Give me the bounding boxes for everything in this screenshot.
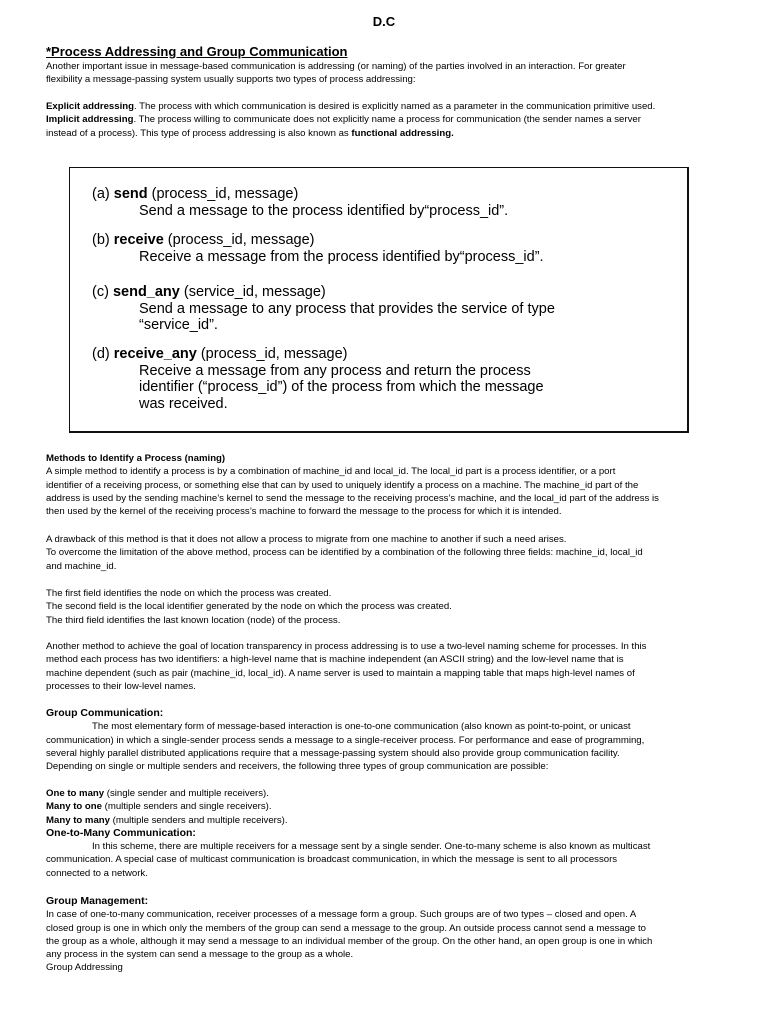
- methods-two-level: [46, 640, 726, 693]
- group-type-term: One to many: [46, 788, 105, 799]
- mgmt-line: In case of one-to-many communication, receiver processes of a message form a group. Such groups are of two types – closed and open. A: [46, 909, 637, 921]
- intro-line: flexibility a message-passing system usually supports two types of process addressing:: [46, 74, 416, 86]
- primitive-label: (c): [92, 284, 109, 300]
- primitive-args: (process_id, message): [151, 186, 299, 202]
- methods-line: To overcome the limitation of the above method, process can be identified by a combination of the following three fields: machine_id, local_id: [46, 547, 643, 559]
- group-type-term: Many to many: [46, 814, 110, 826]
- addressing-types: [46, 100, 726, 140]
- primitive-desc: Send a message to any process that provides the service of type: [139, 300, 555, 317]
- primitive-desc: identifier (“process_id”) of the process from which the message: [139, 379, 544, 395]
- mgmt-line: closed group is one in which only the members of the group can send a message to the group. An outside process cannot send a message to: [46, 922, 646, 934]
- methods-drawback: [46, 533, 726, 573]
- implicit-text-2: instead of a process). This type of process addressing is also known as: [46, 127, 352, 139]
- primitives-figure: [69, 167, 689, 433]
- primitive-send: [92, 186, 508, 219]
- group-addressing-heading: Group Addressing: [46, 962, 123, 974]
- primitive-receive-any: [92, 346, 544, 412]
- otm-line: connected to a network.: [46, 867, 148, 879]
- methods-line: processes to their low-level names.: [46, 680, 196, 692]
- methods-line: A drawback of this method is that it does not allow a process to migrate from one machine to another if such a need arises.: [46, 534, 567, 545]
- primitive-label: (a): [92, 186, 110, 202]
- group-type-item: [46, 800, 726, 813]
- methods-line: A simple method to identify a process is by a combination of machine_id and local_id. The local_id part is a process identifier, or a port: [46, 466, 616, 478]
- primitive-desc: Receive a message from any process and return the process: [139, 362, 531, 379]
- implicit-term: Implicit addressing: [46, 114, 134, 126]
- group-line: several highly parallel distributed applications require that a message-passing system should also provide group communication facility.: [46, 747, 620, 759]
- group-type-text: (single sender and multiple receivers).: [104, 788, 269, 799]
- primitive-desc: was received.: [139, 395, 228, 412]
- group-type-item: [46, 814, 726, 827]
- group-management-heading: Group Management:: [46, 895, 149, 907]
- primitive-desc: Receive a message from the process identified by“process_id”.: [139, 248, 544, 265]
- primitive-desc: “service_id”.: [139, 317, 218, 333]
- one-to-many-heading: One-to-Many Communication:: [46, 826, 196, 839]
- group-management: [46, 895, 726, 975]
- group-type-text: (multiple senders and multiple receivers).: [109, 814, 288, 826]
- primitive-send-any: [92, 284, 555, 334]
- field-line: The third field identifies the last known location (node) of the process.: [46, 614, 341, 626]
- methods-line: identifier of a receiving process, or something else that can by used to uniquely identify a process on a machine. The machine_id part of the: [46, 479, 639, 491]
- group-types: [46, 787, 726, 880]
- mgmt-line: any process in the system can send a message to the group as a whole.: [46, 949, 354, 961]
- methods-line: address is used by the sending machine’s kernel to send the message to the receiving process’s machine, and the local_id part of the address is: [46, 492, 659, 504]
- implicit-addressing-cont: [46, 127, 726, 140]
- group-type-term: Many to one: [46, 801, 102, 813]
- group-line: Depending on single or multiple senders and receivers, the following three types of group communication are possible:: [46, 761, 549, 773]
- field-line: The second field is the local identifier generated by the node on which the process was created.: [46, 601, 452, 613]
- mgmt-line: the group as a whole, although it may send a message to an individual member of the group. On the other hand, an open group is one in which: [46, 935, 653, 947]
- implicit-addressing: [46, 113, 726, 126]
- methods-line: Another method to achieve the goal of location transparency in process addressing is to use a two-level naming scheme for processes. In this: [46, 641, 647, 652]
- primitive-name: receive: [113, 232, 164, 248]
- group-section: [46, 707, 726, 773]
- otm-line: In this scheme, there are multiple receivers for a message sent by a single sender. One-to-many scheme is also known as multicast: [92, 841, 651, 853]
- otm-line: communication. A special case of multicast communication is broadcast communication, in which the message is sent to all processors: [46, 854, 618, 866]
- explicit-addressing: [46, 100, 726, 113]
- primitive-label: (d): [92, 346, 110, 362]
- group-heading: Group Communication:: [46, 707, 164, 719]
- functional-term: functional addressing.: [351, 127, 454, 139]
- primitive-args: (process_id, message): [200, 346, 348, 362]
- page-header: D.C: [372, 14, 396, 29]
- primitive-args: (service_id, message): [183, 284, 326, 300]
- methods-heading: Methods to Identify a Process (naming): [46, 453, 226, 464]
- primitive-name: send: [113, 186, 148, 202]
- group-line: communication) in which a single-sender process sends a message to a single-receiver process. For performance and ease of programming,: [46, 734, 645, 746]
- methods-fields: [46, 587, 726, 627]
- intro-line: Another important issue in message-based communication is addressing (or naming) of the parties involved in an interaction. For greater: [46, 61, 626, 72]
- primitive-name: receive_any: [113, 346, 197, 362]
- section-title: *Process Addressing and Group Communication: [46, 44, 348, 59]
- field-line: The first field identifies the node on which the process was created.: [46, 588, 332, 599]
- implicit-text: . The process willing to communicate does not explicitly name a process for communication (the sender names a server: [133, 114, 641, 126]
- primitive-desc: Send a message to the process identified by“process_id”.: [139, 202, 509, 219]
- methods-line: method each process has two identifiers: a high-level name that is machine independent (an ASCII string) and the low-level name that is: [46, 654, 624, 666]
- primitive-receive: [92, 232, 544, 265]
- primitive-label: (b): [92, 232, 110, 248]
- group-type-item: [46, 787, 726, 800]
- primitive-name: send_any: [112, 284, 180, 300]
- methods-line: and machine_id.: [46, 560, 117, 572]
- intro-paragraph: [46, 60, 726, 87]
- group-type-text: (multiple senders and single receivers).: [101, 801, 272, 813]
- group-line: The most elementary form of message-based interaction is one-to-one communication (also known as point-to-point, or unicast: [92, 721, 631, 733]
- methods-line: then used by the kernel of the receiving process’s machine to forward the message to the process for which it is intended.: [46, 506, 562, 518]
- primitive-args: (process_id, message): [167, 232, 315, 248]
- methods-section: [46, 452, 726, 518]
- explicit-term: Explicit addressing: [46, 101, 134, 112]
- methods-line: machine dependent (such as pair (machine_id, local_id). A name server is used to maintain a mapping table that maps high-level names of: [46, 667, 635, 679]
- explicit-text: . The process with which communication is desired is explicitly named as a parameter in the communication primitive used.: [133, 101, 656, 112]
